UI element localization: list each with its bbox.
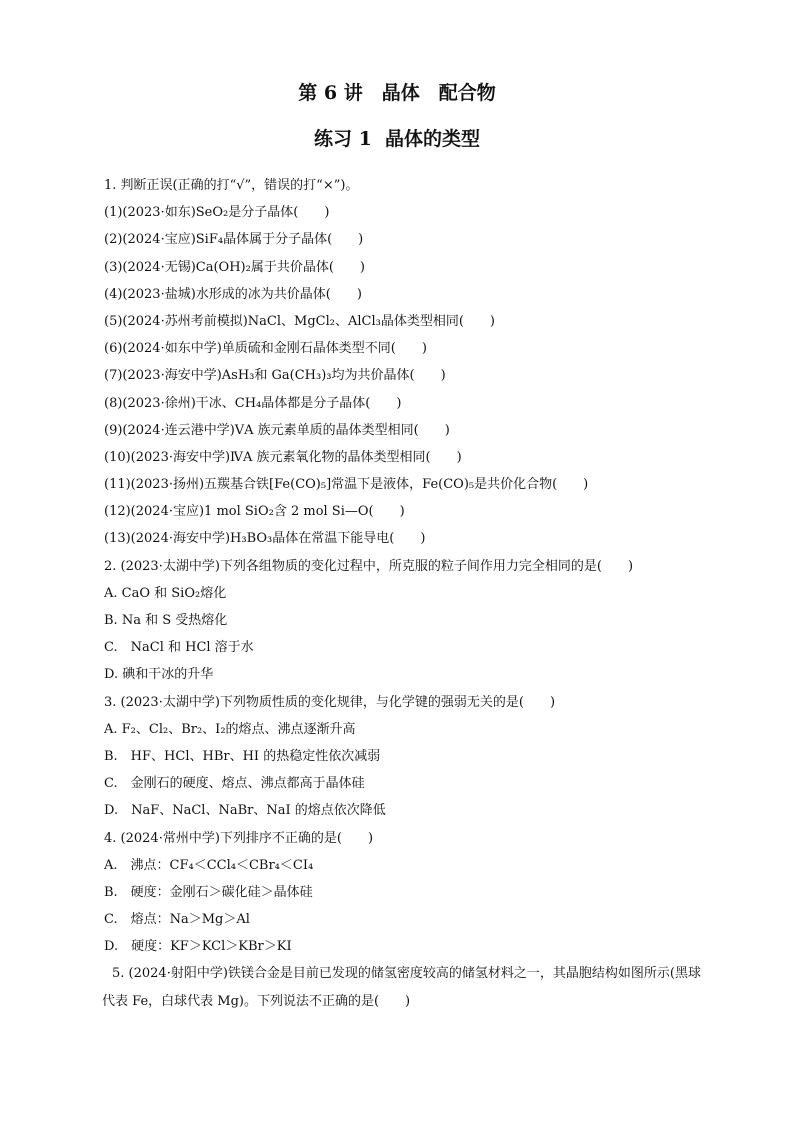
question-1-item-2: (2)(2024·宝应)SiF₄晶体属于分子晶体( )	[104, 232, 364, 248]
question-1-item-9: (9)(2024·连云港中学)ⅤA 族元素单质的晶体类型相同( )	[104, 422, 450, 438]
question-1-item-13: (13)(2024·海安中学)H₃BO₃晶体在常温下能导电( )	[104, 531, 426, 547]
question-2-option-d: D. 碘和干冰的升华	[104, 667, 214, 683]
question-2-option-c: C. NaCl 和 HCl 溶于水	[104, 640, 254, 656]
question-1-stem: 1. 判断正误(正确的打“√”，错误的打“×”)。	[104, 178, 359, 193]
question-1-item-8: (8)(2023·徐州)干冰、CH₄晶体都是分子晶体( )	[104, 395, 402, 411]
question-5-stem-line-2: 代表 Fe，白球代表 Mg)。下列说法不正确的是( )	[102, 993, 411, 1009]
exercise-subtitle: 练习 1 晶体的类型	[313, 128, 481, 150]
question-3-option-b: B. HF、HCl、HBr、HI 的热稳定性依次减弱	[104, 748, 381, 764]
question-list	[104, 172, 704, 1015]
question-1-item-1: (1)(2023·如东)SeO₂是分子晶体( )	[104, 205, 330, 221]
question-1-item-4: (4)(2023·盐城)水形成的冰为共价晶体( )	[104, 286, 362, 302]
question-2-option-a: A. CaO 和 SiO₂熔化	[104, 585, 227, 601]
question-4-stem: 4. (2024·常州中学)下列排序不正确的是( )	[104, 830, 374, 846]
question-2-stem: 2. (2023·太湖中学)下列各组物质的变化过程中，所克服的粒子间作用力完全相同的是( )	[104, 558, 634, 574]
question-4-option-b: B. 硬度：金刚石＞碳化硅＞晶体硅	[104, 884, 313, 900]
question-3-stem: 3. (2023·太湖中学)下列物质性质的变化规律，与化学键的强弱无关的是( )	[104, 694, 556, 710]
question-1-item-10: (10)(2023·海安中学)ⅣA 族元素氧化物的晶体类型相同( )	[104, 449, 462, 465]
question-1-item-6: (6)(2024·如东中学)单质硫和金刚石晶体类型不同( )	[104, 341, 427, 357]
question-4-option-c: C. 熔点：Na＞Mg＞Al	[104, 912, 250, 928]
question-1-item-11: (11)(2023·扬州)五羰基合铁[Fe(CO)₅]常温下是液体，Fe(CO)₅是共价化合物( )	[104, 477, 589, 493]
question-3-option-a: A. F₂、Cl₂、Br₂、I₂的熔点、沸点逐渐升高	[104, 721, 356, 737]
question-1-item-12: (12)(2024·宝应)1 mol SiO₂含 2 mol Si—O( )	[104, 504, 405, 520]
question-2-option-b: B. Na 和 S 受热熔化	[104, 613, 228, 628]
question-4-option-d: D. 硬度：KF＞KCl＞KBr＞KI	[104, 939, 292, 955]
question-4-option-a: A. 沸点：CF₄＜CCl₄＜CBr₄＜CI₄	[104, 857, 314, 873]
lecture-title: 第 6 讲 晶体 配合物	[298, 82, 496, 104]
question-5-stem-line-1: 5. (2024·射阳中学)铁镁合金是目前已发现的储氢密度较高的储氢材料之一，其晶胞结构如图所示(黑球	[112, 966, 701, 982]
question-1-item-3: (3)(2024·无锡)Ca(OH)₂属于共价晶体( )	[104, 259, 365, 275]
question-1-item-7: (7)(2023·海安中学)AsH₃和 Ga(CH₃)₃均为共价晶体( )	[104, 368, 446, 384]
question-3-option-d: D. NaF、NaCl、NaBr、NaI 的熔点依次降低	[104, 803, 386, 819]
question-3-option-c: C. 金刚石的硬度、熔点、沸点都高于晶体硅	[104, 776, 365, 792]
question-1-item-5: (5)(2024·苏州考前模拟)NaCl、MgCl₂、AlCl₃晶体类型相同( )	[104, 313, 495, 329]
